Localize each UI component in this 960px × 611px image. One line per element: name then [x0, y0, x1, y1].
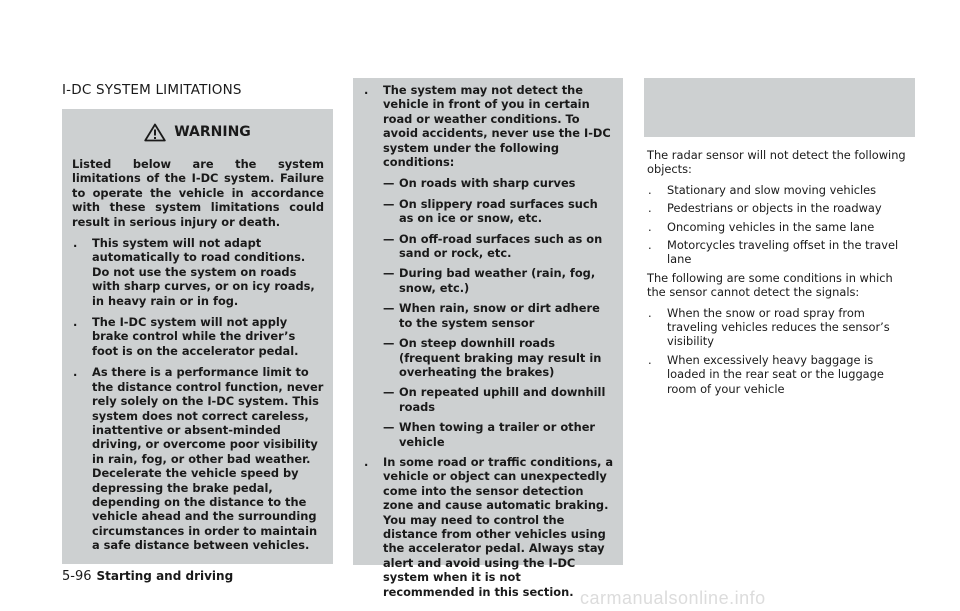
conditions-intro: The following are some conditions in which the sensor cannot detect the signals:: [647, 270, 893, 300]
condition-item: — On off-road surfaces such as on sand or rock, etc.: [383, 231, 603, 261]
condition-item: — On repeated uphill and downhill roads: [383, 385, 606, 414]
condition-item: — On slippery road surfaces such as on ice or snow, etc.: [383, 196, 598, 226]
radar-object-item: . Pedestrians or objects in the roadway: [648, 201, 882, 216]
condition-item: — During bad weather (rain, fog, snow, etc.): [383, 266, 596, 295]
radar-intro: The radar sensor will not detect the following objects:: [647, 148, 906, 177]
warning-box: [62, 109, 333, 564]
signal-condition-item: . When the snow or road spray from traveling vehicles reduces the sensor’s visibility: [648, 305, 890, 349]
warning-bullet: . This system will not adapt automatically to road conditions. Do not use the system on roads with sharp curves, or on icy roads, in heavy rain or in fog.: [73, 236, 315, 308]
radar-object-item: . Motorcycles traveling offset in the travel lane: [648, 238, 899, 267]
page-number: 5-96: [62, 569, 92, 584]
condition-item: — On steep downhill roads (frequent braking may result in overheating the brakes): [383, 336, 602, 379]
signal-condition-item: . When excessively heavy baggage is loaded in the rear seat or the luggage room of your vehicle: [648, 352, 884, 396]
warning-bullet: . The system may not detect the vehicle in front of you in certain road or weather conditions. To avoid accidents, never use the I-DC system under the following conditions:: [364, 83, 611, 170]
radar-object-item: . Oncoming vehicles in the same lane: [648, 219, 875, 234]
footer-section: Starting and driving: [96, 569, 234, 583]
conditions-list: [363, 176, 614, 449]
condition-item: — When towing a trailer or other vehicle: [383, 420, 596, 449]
section-title: I-DC SYSTEM LIMITATIONS: [62, 82, 242, 98]
radar-info: [647, 148, 912, 400]
radar-object-item: . Stationary and slow moving vehicles: [648, 182, 877, 197]
warning-box-continued: [353, 78, 623, 599]
page-footer: [62, 569, 233, 584]
warning-triangle-icon: [144, 123, 166, 142]
warning-bullet: . In some road or traffic conditions, a vehicle or object can unexpectedly come into the sensor detection zone and cause automatic braking. You may need to control the distance from other vehicles using the accelerator pedal. Always stay alert and avoid using the I-DC system when it is not recommended in this section.: [364, 454, 614, 599]
watermark: carmanualsonline.info: [580, 588, 766, 608]
warning-intro: Listed below are the system limitations of the I-DC system. Failure to operate the vehicle in accordance with these system limitations could result in serious injury or death.: [72, 157, 324, 229]
warning-header: [62, 119, 333, 145]
condition-item: — When rain, snow or dirt adhere to the system sensor: [383, 301, 600, 330]
warning-bullet: . As there is a performance limit to the distance control function, never rely solely on the I-DC system. This system does not correct careless, inattentive or absent-minded driving, or overcome poor visibility in rain, fog, or other bad weather. Decelerate the vehicle speed by depressing the brake pedal, depending on the distance to the vehicle ahead and the surrounding circumstances in order to maintain a safe distance between vehicles.: [73, 365, 324, 553]
warning-box-end: [644, 78, 915, 137]
warning-bullet: . The I-DC system will not apply brake control while the driver’s foot is on the accelerator pedal.: [73, 315, 299, 358]
condition-item: — On roads with sharp curves: [383, 176, 576, 191]
warning-label: WARNING: [174, 124, 251, 140]
